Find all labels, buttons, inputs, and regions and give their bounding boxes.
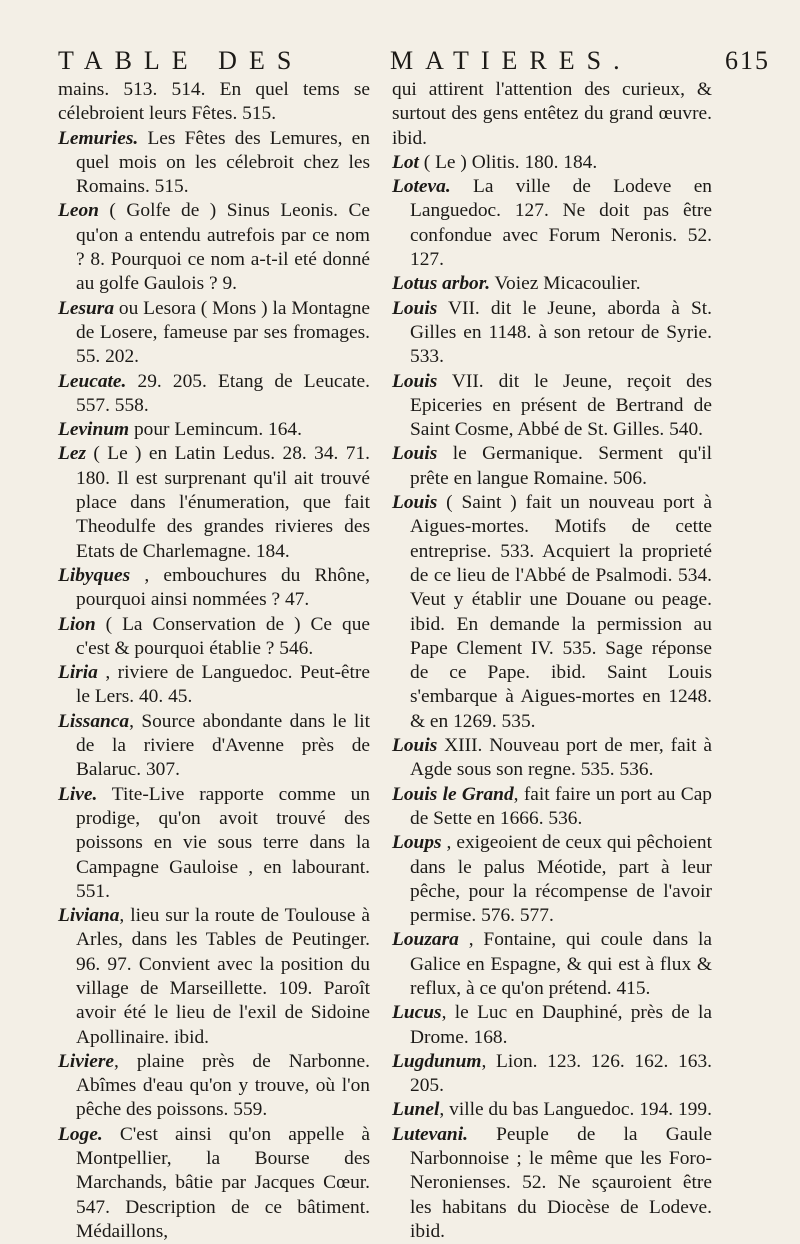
running-title-left: TABLE DES xyxy=(58,46,304,75)
index-entry-text: , Lion. 123. 126. 162. 163. 205. xyxy=(410,1050,712,1097)
index-headword: Liria xyxy=(58,662,98,684)
index-headword: Liviana xyxy=(58,905,120,927)
index-entry-text: VII. dit le Jeune, aborda à St. Gilles en 1148. à son retour de Syrie. 533. xyxy=(410,297,712,368)
index-entry xyxy=(58,78,370,127)
index-entry xyxy=(392,297,712,370)
index-entry xyxy=(392,370,712,443)
index-entry xyxy=(58,613,370,662)
index-headword: Lucus xyxy=(392,1002,442,1024)
index-entry xyxy=(58,1050,370,1123)
index-headword: Lotus arbor. xyxy=(392,273,491,295)
index-entry-text: mains. 513. 514. En quel tems se célebroient leurs Fêtes. 515. xyxy=(58,79,370,125)
index-entry-text: , Source abondante dans le lit de la riviere d'Avenne près de Balaruc. 307. xyxy=(76,710,370,781)
index-entry-text: , exigeoient de ceux qui pêchoient dans le palus Méotide, part à leur pêche, pour la récompense de l'avoir permise. 576. 577. xyxy=(410,832,712,927)
index-entry xyxy=(58,297,370,370)
index-entry-text: , ville du bas Languedoc. 194. 199. xyxy=(439,1099,712,1121)
index-entry-text: ou Lesora ( Mons ) la Montagne de Losere, fameuse par ses fromages. 55. 202. xyxy=(76,297,370,368)
index-entry xyxy=(392,1001,712,1050)
index-headword: Louis le Grand xyxy=(392,783,514,805)
index-entry-text: ( La Conservation de ) Ce que c'est & pourquoi établie ? 546. xyxy=(76,613,370,659)
index-entry xyxy=(58,199,370,296)
index-entry-text: pour Lemincum. 164. xyxy=(129,419,302,441)
index-entry xyxy=(392,783,712,832)
index-headword: Lissanca xyxy=(58,710,130,732)
index-headword: Louzara xyxy=(392,929,459,951)
index-headword: Loteva. xyxy=(392,176,451,198)
index-entry-text: ( Le ) Olitis. 180. 184. xyxy=(418,151,598,173)
index-entry-text: La ville de Lodeve en Languedoc. 127. Ne doit pas être confondue avec Forum Neronis. 52. 127. xyxy=(410,176,712,271)
index-entry-text: , Fontaine, qui coule dans la Galice en Espagne, & qui est à flux & reflux, à ce qu'on prétend. 415. xyxy=(410,929,712,999)
index-headword: Louis xyxy=(392,370,438,392)
index-entry xyxy=(392,928,712,1001)
index-entry-text: , embouchures du Rhône, pourquoi ainsi nommées ? 47. xyxy=(76,564,370,611)
index-headword: Levinum xyxy=(58,419,130,441)
index-entry xyxy=(58,1123,370,1244)
index-entry-text: , le Luc en Dauphiné, près de la Drome. 168. xyxy=(410,1002,712,1048)
index-entry xyxy=(392,1050,712,1099)
index-entry xyxy=(58,783,370,904)
index-headword: Louis xyxy=(392,443,438,465)
index-headword: Libyques xyxy=(58,564,131,586)
index-headword: Lesura xyxy=(58,297,115,319)
index-entry xyxy=(58,127,370,200)
index-entry xyxy=(392,491,712,734)
index-entry xyxy=(58,370,370,419)
page-number: 615 xyxy=(725,46,770,75)
index-headword: Leucate. xyxy=(58,370,127,392)
index-entry xyxy=(392,1123,712,1244)
index-headword: Lutevani. xyxy=(392,1123,468,1145)
index-entry xyxy=(392,272,712,296)
index-entry xyxy=(58,418,370,442)
index-entry xyxy=(392,78,712,151)
index-headword: Lot xyxy=(392,151,419,173)
index-headword: Lugdunum xyxy=(392,1050,482,1072)
index-headword: Louis xyxy=(392,297,438,319)
index-entry-text: qui attirent l'attention des curieux, & surtout des gens entêtez du grand œuvre. ibid. xyxy=(392,79,712,149)
index-entry xyxy=(58,442,370,563)
index-column-left xyxy=(58,78,370,1244)
running-title-right: MATIERES. xyxy=(390,46,632,75)
index-entry xyxy=(392,151,712,175)
index-entry-text: VII. dit le Jeune, reçoit des Epiceries en présent de Bertrand de Saint Cosme, Abbé de St. Gilles. 540. xyxy=(410,370,712,441)
index-entry xyxy=(392,734,712,783)
index-entry-text: 29. 205. Etang de Leucate. 557. 558. xyxy=(76,370,370,416)
index-headword: Lunel xyxy=(392,1099,440,1121)
index-entry xyxy=(58,564,370,613)
index-headword: Lion xyxy=(58,613,96,635)
index-entry-text: , fait faire un port au Cap de Sette en 1666. 536. xyxy=(410,783,712,829)
index-entry xyxy=(392,442,712,491)
index-headword: Lemuries. xyxy=(58,127,139,149)
index-entry xyxy=(58,661,370,710)
index-headword: Liviere xyxy=(58,1050,114,1072)
index-entry-text: XIII. Nouveau port de mer, fait à Agde sous son regne. 535. 536. xyxy=(410,735,712,781)
index-headword: Loups xyxy=(392,832,442,854)
index-entry-text: ( Golfe de ) Sinus Leonis. Ce qu'on a entendu autrefois par ce nom ? 8. Pourquoi ce nom a-t-il eté donné au golfe Gaulois ? 9. xyxy=(76,200,370,295)
index-entry-text: C'est ainsi qu'on appelle à Montpellier, la Bourse des Marchands, bâtie par Jacques Cœur. 547. Description de ce bâtiment. Médaillons, xyxy=(76,1123,370,1242)
index-entry-text: , lieu sur la route de Toulouse à Arles, dans les Tables de Peutinger. 96. 97. Convient avec la position du village de Marseillette. 109. Paroît avoir été le lieu de l'exil de Sidoine Apollinaire. ibid. xyxy=(76,905,370,1048)
index-entry-text: ( Saint ) fait un nouveau port à Aigues-mortes. Motifs de cette entreprise. 533. Acquiert la proprieté de ce lieu de l'Abbé de Psalmodi. 534. Veut y établir une Douane ou peage. ibid. En demande la permission au Pape Clement IV. 535. Sage réponse de ce Pape. ibid. Saint Louis s'embarque à Aigues-mortes en 1248. & en 1269. 535. xyxy=(410,492,712,732)
index-entry-text: Voiez Micacoulier. xyxy=(490,273,641,295)
index-entry xyxy=(392,175,712,272)
index-entry-text: , riviere de Languedoc. Peut-être le Lers. 40. 45. xyxy=(76,662,370,708)
index-entry-text: le Germanique. Serment qu'il prête en langue Romaine. 506. xyxy=(410,443,712,489)
index-entry-text: , plaine près de Narbonne. Abîmes d'eau qu'on y trouve, où l'on pêche des poissons. 559. xyxy=(76,1050,370,1121)
index-entry-text: Tite-Live rapporte comme un prodige, qu'on avoit trouvé des poissons en vie sous terre dans la Campagne Gauloise , en labourant. 551. xyxy=(76,783,370,902)
index-headword: Leon xyxy=(58,200,99,222)
index-headword: Loge. xyxy=(58,1123,103,1145)
index-entry-text: Peuple de la Gaule Narbonnoise ; le même que les Foro-Neronienses. 52. Ne sçauroient être les habitans du Diocèse de Lodeve. ibid. xyxy=(410,1123,712,1242)
index-headword: Live. xyxy=(58,783,98,805)
index-headword: Lez xyxy=(58,443,86,465)
index-headword: Louis xyxy=(392,735,438,757)
index-entry xyxy=(58,904,370,1050)
index-entry xyxy=(392,831,712,928)
index-headword: Louis xyxy=(392,492,438,514)
index-column-right xyxy=(392,78,712,1244)
index-entry-text: ( Le ) en Latin Ledus. 28. 34. 71. 180. Il est surprenant qu'il ait trouvé place dans l'énumeration, que fait Theodulfe des grandes rivieres des Etats de Charlemagne. 184. xyxy=(76,443,370,562)
index-entry xyxy=(392,1098,712,1122)
index-entry xyxy=(58,710,370,783)
index-entry-text: Les Fêtes des Lemures, en quel mois on les célebroit chez les Romains. 515. xyxy=(76,127,370,198)
